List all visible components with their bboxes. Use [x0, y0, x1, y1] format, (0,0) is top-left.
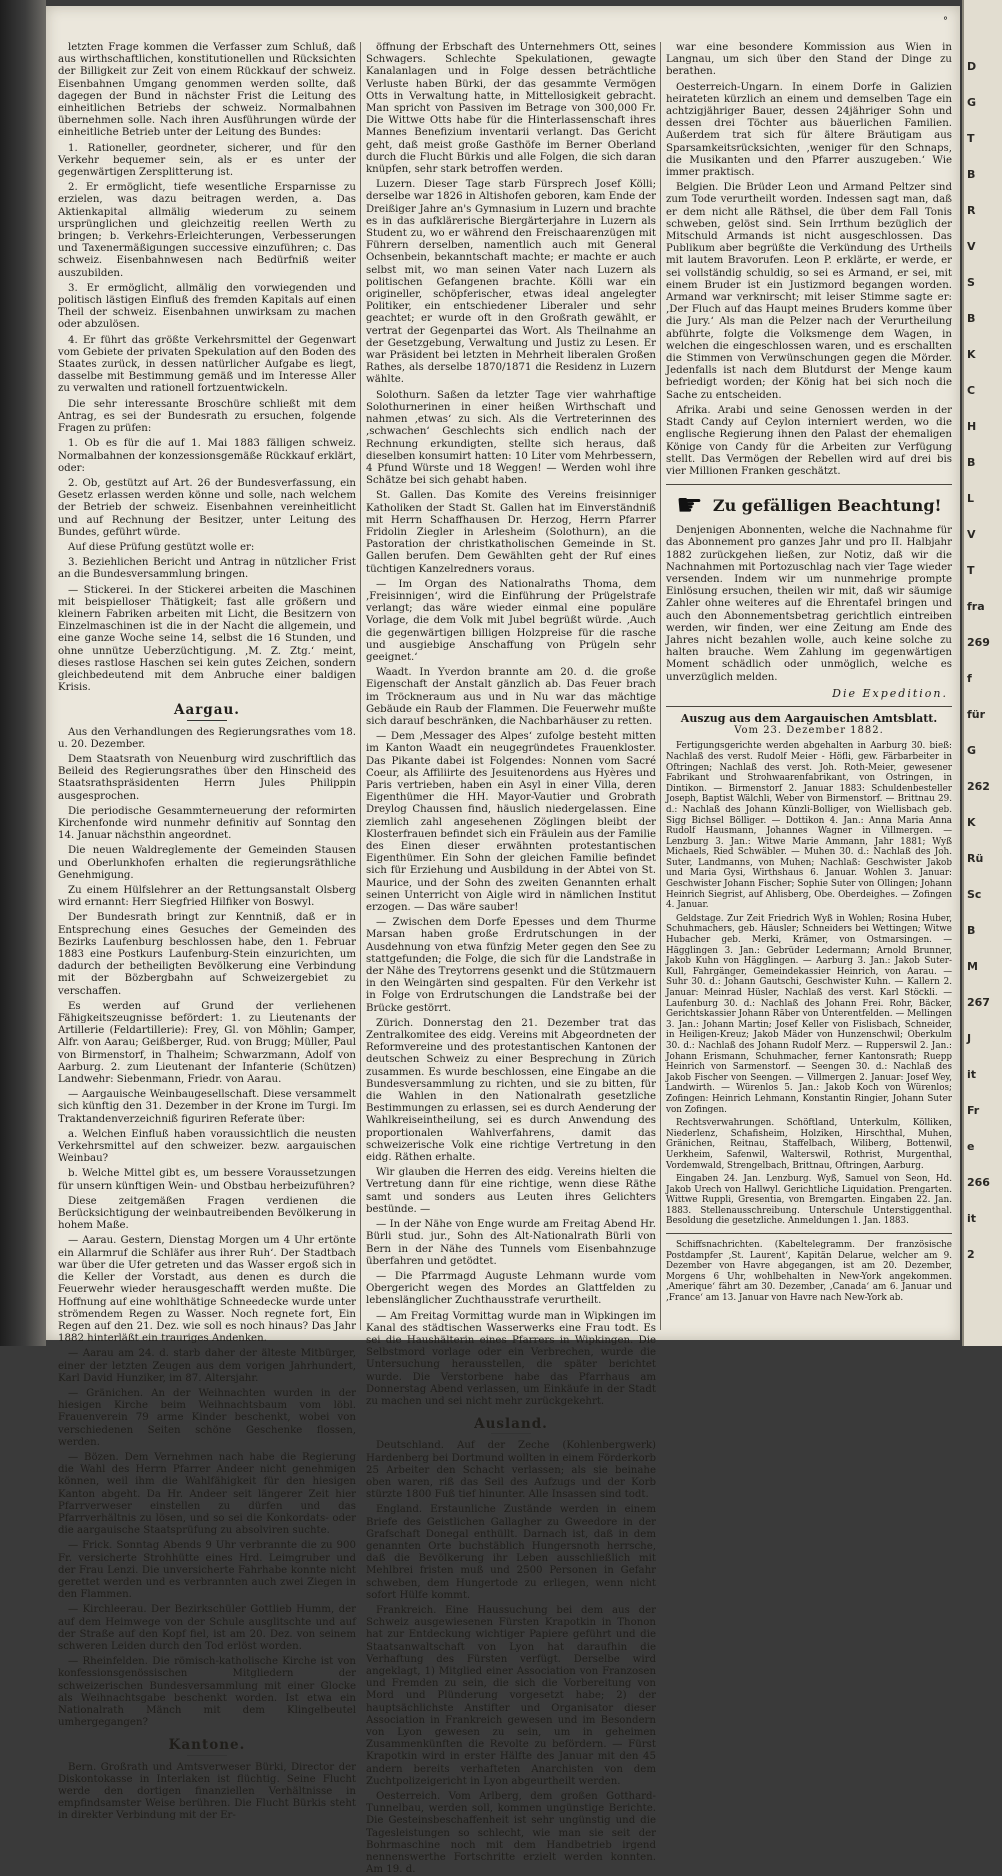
paragraph: Auf diese Prüfung gestützt wolle er:	[68, 541, 255, 553]
paragraph: — Aargauische Weinbaugesellschaft. Diese versammelt sich künftig den 31. Dezember in der Krone im Turgi. Im Traktandenverzeichniß figuriren Referate über:	[58, 1089, 356, 1125]
adjacent-page-fragment: G	[967, 744, 977, 757]
paragraph: 3. Beziehlichen Bericht und Antrag in nützlicher Frist an die Bundesversammlung bringen.	[58, 557, 356, 581]
adjacent-page-fragment: Fr	[967, 1104, 980, 1117]
column-2	[366, 42, 656, 1876]
amtsblatt-entry: Eingaben 24. Jan. Lenzburg. Wyß, Samuel von Seon, Hd. Jakob Urech von Hallwyl. Gerichtliche Liquidation. Prengarten. Wittwe Ruppli, Gresentia, von Bremgarten. Eingaben 22. Jan. 1883. Stellenausschreibung. Unterschule Unterstiggenthal. Besoldung die gesetzliche. Anmeldungen 1. Jan. 1883.	[666, 1174, 952, 1227]
paragraph: Luzern. Dieser Tage starb Fürsprech Josef Kölli; derselbe war 1826 in Altishofen geboren, kam Ende der Dreißiger Jahre an's Gymnasium in Luzern und brachte es in das aufklärerische Biergärterjahre in Luzern als Student zu, wo er während den Freischaarenzügen mit Führern derselben, namentlich auch mit General Ochsenbein, bekanntschaft machte; er machte er auch selbst mit, wo man seinen Vater nach Luzern als politischen Gefangenen brachte. Kölli war ein origineller, schöpferischer, etwas ideal angelegter Politiker, ein entschiedener Liberaler und sehr geachtet; er wurde oft in den Großrath gewählt, er vertrat der Gegenpartei das Wort. Als Theilnahme an der Gesetzgebung, Verwaltung und Justiz zu Lesen. Er war Präsident bei letzten in Mehrheit liberalen Großen Rathes, als derselbe 1870/1871 die Residenz in Luzern wählte.	[366, 179, 656, 386]
adjacent-page-fragment: fra	[967, 600, 985, 613]
paragraph: Der Bundesrath bringt zur Kenntniß, daß er in Entsprechung eines Gesuches der Gemeinden des Bezirks Laufenburg beschlossen habe, den 1. Februar 1883 eine Postkurs Laufenburg-Stein einzurichten, um dadurch der betheiligten Bevölkerung eine Verbindung mit der Bözbergbahn auf Schweizergebiet zu verschaffen.	[58, 912, 356, 997]
paragraph: Oesterreich. Vom Arlberg, dem großen Gotthard-Tunnelbau, werden soll, kommen ungünstige Berichte. Die Gesteinsbeschaffenheit ist sehr ungünstig und die Tagesleistungen so schlecht, wie man sie seit der Bohrmaschine noch mit dem Handbetrieb irgend nennenswerthe Fortschritte erzielt werden konnten. Am 19. d.	[366, 1791, 656, 1876]
paragraph: Die neuen Waldreglemente der Gemeinden Stausen und Oberlunkhofen erhalten die regierungsräthliche Genehmigung.	[58, 845, 356, 881]
paragraph: 1. Rationeller, geordneter, sicherer, und für den Verkehr bequemer sein, als er es unter der gegenwärtigen Zersplitterung ist.	[58, 142, 356, 179]
adjacent-page-fragment: C	[967, 384, 976, 397]
adjacent-page-fragment: R	[967, 204, 976, 217]
column-1	[58, 42, 356, 1822]
adjacent-page-fragment: J	[967, 1032, 972, 1045]
adjacent-page-fragment: B	[967, 312, 976, 325]
paragraph: — Aarau am 24. d. starb daher der älteste Mitbürger, einer der letzten Zeugen aus dem vorigen Jahrhundert, Karl David Hunziker, im 87. Altersjahr.	[58, 1348, 356, 1384]
column-2-paragraphs	[366, 42, 656, 1408]
ausland-paragraphs	[366, 1440, 656, 1876]
adjacent-page-fragment: V	[967, 240, 976, 253]
paragraph: — In der Nähe von Enge wurde am Freitag Abend Hr. Bürli stud. jur., Sohn des Alt-Nationalrath Bürli von Bern in der Nähe des Tunnels vom Eisenbahnzuge überfahren und getödtet.	[366, 1219, 656, 1267]
paragraph: England. Erstaunliche Zustände werden in einem Briefe des Geistlichen Gallagher zu Gweedore in der Grafschaft Donegal enthüllt. Darnach ist, daß in dem genannten Orte buchstäblich Hungersnoth herrsche, daß die Bevölkerung ihr Leben ausschließlich mit Mehlbrei fristen muß und 2500 Personen in Gefahr schweben, dem Hungertode zu erliegen, wenn nicht sofort Hülfe kommt.	[366, 1504, 656, 1601]
paragraph: 4. Er führt das größte Verkehrsmittel der Gegenwart vom Gebiete der privaten Spekulation auf den Boden des Staates zurück, in dessen natürlicher Aufgabe es liegt, dasselbe mit Bestimmung gemäß und im Interesse Aller zu verwalten und rationell fortzuentwickeln.	[58, 334, 356, 395]
amtsblatt-entry: Fertigungsgerichte werden abgehalten in Aarburg 30. bieß: Nachlaß des verst. Rudolf Meier - Höfli, gew. Färbarbeiter in Oftringen; Nachlaß des verst. Joh. Roth-Meier, gewesener Fabrikant und Strohwaarenfabrikant, von Ostringen, in Dintikon. — Birmenstorf 2. Januar 1883: Schuldenbesteller Joseph, Baptist Wälchli, Weber von Birmenstorf. — Brittnau 29. d.: Nachlaß des Johann Künzli-Bolliger, von Wiellisbach geb. Sigg Bichsel Bölliger. — Dottikon 4. Jan.: Anna Maria Anna Rudolf Hausmann, Johannes Wagner in Villmergen. — Lenzburg 3. Jan.: Witwe Marie Ammann, Jahr 1881; Wyß Michaels, Ried Schwäbler. — Muhen 30. d.: Nachlaß des Joh. Suter, Landmanns, von Muhen; Nachlaß: Geschwister Jakob und Maria Gysi, Wirthshaus 6. Januar. Wohlen 3. Januar: Geschwister Johann Fischer; Sophie Suter von Ollingen; Johann Heinrich Siegrist, auf Ahlisberg, Obe. Oberdeighes. — Zofingen 4. Januar.	[666, 741, 952, 911]
kantone-paragraphs	[58, 1762, 356, 1823]
paragraph: — Stickerei. In der Stickerei arbeiten die Maschinen mit beispielloser Thätigkeit; fast alle größern und kleinern Fabriken arbeiten mit Licht, die Besitzern von Einzelmaschinen ist die in der Nacht die allgemein, und eine ganze Woche seine 14, selbst die 16 Stunden, und ohne unnütze Ueberzüchtigung. ‚M. Z. Ztg.‘ meint, dieses rastlose Haschen sei kein gutes Zeichen, sondern gleichbedeutend mit dem Anbruche einer baldigen Krisis.	[58, 584, 356, 694]
notice-title: Zu gefälligen Beachtung!	[712, 496, 942, 515]
paragraph: 1. Ob es für die auf 1. Mai 1883 fälligen schweiz. Normalbahnen der konzessionsgemäße Rückkauf erklärt, oder:	[58, 438, 356, 474]
paragraph: Frankreich. Eine Haussuchung bei dem aus der Schweiz ausgewiesenen Fürsten Krapotkin in Thonon hat zur Entdeckung wichtiger Papiere geführt und die Staatsanwaltschaft von Lyon hat daraufhin die Verhaftung des Fürsten verfügt. Derselbe wird angeklagt, 1) Mitglied einer Association von Franzosen und Fremden zu sein, die sich die Vorbereitung von Mord und Plünderung vorgesetzt habe; 2) der hauptsächlichste Anstifter und Organisator dieser Association in Frankreich gewesen und im Besondern von Lyon gewesen zu sein, um in geheimen Zusammenkünften die Revolte zu befördern. — Fürst Krapotkin wird in erster Hälfte des Januar mit den 45 andern bereits verhafteten Anarchisten von dem Zuchtpolizeigericht in Lyon abgeurtheilt werden.	[366, 1604, 656, 1787]
paragraph: — Rheinfelden. Die römisch-katholische Kirche ist von konfessionsgenössischen Mitgliedern der schweizerischen Bundesversammlung mit einer Glocke als Weihnachtsgabe beschenkt worden. Ist etwa ein Nationalrath Mänch mit dem Klingelbeutel umhergegangen?	[58, 1656, 356, 1729]
paragraph: Wir glauben die Herren des eidg. Vereins hielten die Vertretung dann für eine richtige, wenn diese Räthe samt und sonders aus Leuten ihres Gelichters bestünde. —	[366, 1167, 656, 1215]
paragraph: a. Welchen Einfluß haben voraussichtlich die neusten Verkehrsmittel auf den schweizer. bezw. aargauischen Weinbau?	[58, 1128, 356, 1165]
paragraph: — Dem ‚Messager des Alpes‘ zufolge besteht mitten im Kanton Waadt ein neugegründetes Frauenkloster. Das Pikante dabei ist Folgendes: Nonnen vom Sacré Coeur, als Affiliirte des Jesuitenordens aus Hyères und Paris vertrieben, haben ein Asyl in einer Villa, deren Eigenthümer die HH. Mayor-Vautier und Grobrath Dreylog Chaussen find, häuslich niedergelassen. Eine ziemlich zahl angesehenen Zöglingen bleibt der Klosterfrauen befindet sich ein Fräulein aus der Familie des Einen dieser erwähnten protestantischen Eigenthümer. Ein Sohn der gleichen Familie befindet sich für Erziehung und Ausbildung in der Abtei von St. Maurice, und der Sohn des zweiten Genannten erhalt seinen Unterricht von Aigle wird in nämlichen Institut erzogen. — Das wäre sauber!	[366, 731, 656, 914]
adjacent-page-fragment: G	[967, 96, 977, 109]
adjacent-page-fragment: e	[967, 1140, 975, 1153]
adjacent-page-fragment: L	[967, 492, 975, 505]
paragraph: Solothurn. Saßen da letzter Tage vier wahrhaftige Solothurnerinen in einer heißen Wirthschaft und nahmen ‚etwas‘ zu sich. Als die Vertreterinnen des ‚schwachen‘ Geschlechts sich endlich nach der Rechnung erkundigten, stellte sich heraus, daß dieselben konsumirt hatten: 10 Liter vom Mehrbessern, 4 Pfund Würste und 18 Weggen! — Werden wohl ihre Schätze bei sich gehabt haben.	[366, 389, 656, 487]
adjacent-page-fragment: T	[967, 564, 975, 577]
paragraph: Oesterreich-Ungarn. In einem Dorfe in Galizien heirateten kürzlich an einem und demselben Tage ein achtzigjähriger Bauer, dessen 24jähriger Sohn und dessen drei Töchter aus bäuerlichen Familien. Außerdem trat sich für ältere Bräutigam aus Sparsamkeitsrücksichten, ‚weniger für den Schnaps, die Musikanten und den Pfarrer auszugeben.‘ Wie immer praktisch.	[666, 81, 952, 179]
paragraph: Dem Staatsrath von Neuenburg wird zuschriftlich das Beileid des Regierungsrathes über den Hinscheid des Staatsrathspräsidenten Herrn Jules Philippin ausgesprochen.	[58, 753, 356, 802]
adjacent-page-fragment: Rü	[967, 852, 984, 865]
paragraph: — Frick. Sonntag Abends 9 Uhr verbrannte die zu 900 Fr. versicherte Strohhütte eines Hrd. Leimgruber und der Frau Lenzi. Die unversicherte Fahrhabe konnte nicht gerettet werden und es verbrannten auch zwei Ziegen in den Flammen.	[58, 1540, 356, 1601]
shipping-news: Schiffsnachrichten. (Kabeltelegramm. Der französische Postdampfer ‚St. Laurent‘, Kapitän Delarue, welcher am 9. Dezember von Havre abgegangen, ist am 20. Dezember, Morgens 6 Uhr, wohlbehalten in New-York angekommen. ‚Amerique‘ fährt am 30. Dezember, ‚Canada‘ am 6. Januar und ‚France‘ am 13. Januar von Havre nach New-York ab.	[666, 1240, 952, 1304]
paragraph: letzten Frage kommen die Verfasser zum Schluß, daß aus wirthschaftlichen, konstitutionellen und Rücksichten der Billigkeit zur Zeit von einem Rückkauf der schweiz. Eisenbahnen Umgang genommen werden sollte, daß dagegen der Bund in nächster Frist die Leitung des einheitlichen Betriebs der schweiz. Normalbahnen übernehmen solle. Nach ihren Ausführungen würde der einheitliche Betrieb unter der Leitung des Bundes:	[58, 42, 356, 139]
adjacent-page-fragment: f	[967, 672, 972, 685]
column-rule	[360, 42, 361, 1330]
adjacent-page-edge	[962, 0, 1002, 1346]
adjacent-page-fragment: T	[967, 132, 975, 145]
newspaper-page	[46, 6, 960, 1876]
paragraph: Bern. Großrath und Amtsverweser Bürki, Director der Diskontokasse in Interlaken ist flüchtig. Seine Flucht werde den dortigen finanziellen Verhältnisse in empfindsamster Weise berühren. Die Flucht Bürkis steht in direkter Verbindung mit der Er-	[58, 1761, 356, 1822]
paragraph: war eine besondere Kommission aus Wien in Langnau, um sich über den Stand der Dinge zu berathen.	[666, 42, 952, 78]
adjacent-page-fragment: Sc	[967, 888, 982, 901]
adjacent-page-fragment: B	[967, 168, 976, 181]
paragraph: — Bözen. Dem Vernehmen nach habe die Regierung die Wahl des Herrn Pfarrer Andeer nicht genehmigen können, weil ihm die Wahlfähigkeit für den hiesigen Kanton abgeht. Da Hr. Andeer seit längerer Zeit hier Pfarrverweser einstellen zu dürfen und das Pfarrverhältnis zu lösen, und so sei die Konkordats- oder die aargauische Staatsprüfung zu absolviren suchte.	[58, 1451, 356, 1537]
adjacent-page-fragment: 266	[967, 1176, 990, 1189]
paragraph: — Gränichen. An der Weihnachten wurden in der hiesigen Kirche beim Weihnachtsbaum vom löbl. Frauenverein 79 arme Kinder beschenkt, wobei von verschiedenen Seiten schöne Geschenke flossen, werden.	[58, 1387, 356, 1448]
paragraph: öffnung der Erbschaft des Unternehmers Ott, seines Schwagers. Schlechte Spekulationen, gewagte Kanalanlagen und in Folge dessen beträchtliche Verluste haben Bürki, der das gesammte Vermögen Otts in Verwaltung hatte, in Mittellosigkeit gebracht. Man spricht von Passiven im Betrage von 300,000 Fr. Die Wittwe Otts habe für die Hinterlassenschaft ihres Mannes Benefizium inventarii verlangt. Das Gericht geht, daß meist große Gasthöfe im Berner Oberland durch die Flucht Bürkis und alle Folgen, die sich daran knüpfen, sehr stark betroffen werden.	[366, 42, 656, 176]
divider	[666, 484, 952, 485]
section-heading-kantone: Kantone.	[58, 1739, 356, 1755]
paragraph: — Aarau. Gestern, Dienstag Morgen um 4 Uhr ertönte ein Allarmruf die Schläfer aus ihrer Ruh‘. Der Stadtbach war über die Ufer getreten und das Wasser ergoß sich in die Keller der Vorstadt, aus denen es durch die Feuerwehr wieder herausgeschafft werden mußte. Die Hoffnung auf eine wohlthätige Schneedecke wurde unter strömendem Regen zu Wasser. Noch regnete fort, Ein Regen auf den 21. Dez. wie soll es noch hinaus? Das Jahr 1882 hinterläßt ein trauriges Andenken.	[58, 1235, 356, 1345]
adjacent-page-fragment: 2	[967, 1248, 975, 1261]
adjacent-page-fragment: it	[967, 1212, 977, 1225]
adjacent-page-fragment: 269	[967, 636, 990, 649]
amtsblatt-date: Vom 23. Dezember 1882.	[734, 725, 884, 737]
paragraph: 3. Er ermöglicht, allmälig den vorwiegenden und politisch lästigen Einfluß des fremden Kapitals auf einen Theil der schweiz. Eisenbahnen unwirksam zu machen oder abzulösen.	[58, 282, 356, 331]
paragraph: Es werden auf Grund der verliehenen Fähigkeitszeugnisse befördert: 1. zu Lieutenants der Artillerie (Feldartillerie): Frey, Gl. von Möhlin; Gamper, Alfr. von Aarau; Geißberger, Rud. von Brugg; Müller, Paul von Birmenstorf, in Thalheim; Schwarzmann, Adolf von Aarburg. 2. zum Lieutenant der Infanterie (Schützen) Landwehr: Siebenmann, Friedr. von Aarau.	[58, 1000, 356, 1086]
adjacent-page-fragment: B	[967, 456, 976, 469]
scan-dark-margin	[0, 0, 46, 1346]
paragraph: 2. Ob, gestützt auf Art. 26 der Bundesverfassung, ein Gesetz erlassen werden könne und solle, nach welchem der Betrieb der schweiz. Eisenbahnen vereinheitlicht und auf Rechnung der Besitzer, unter Leitung des Bundes, geführt würde.	[58, 477, 356, 538]
adjacent-page-fragment: V	[967, 528, 976, 541]
amtsblatt-entry: Geldstage. Zur Zeit Friedrich Wyß in Wohlen; Rosina Huber, Schuhmachers, geb. Häusler; Schneiders bei Wettingen; Witwe Hubacher geb. Merki, Krämer, von Ostmarsingen. — Hägglingen 3. Jan.: Gebrüder Ledermann; Arnold Brunner, Jakob Kuhn von Hägglingen. — Aarburg 3. Jan.: Jakob Suter-Kull, Fahrgänger, Gemeindekassier Heinrich, von Aarau. — Suhr 30. d.: Johann Gautschi, Geschwister Kuhn. — Kallern 2. Januar: Meinrad Hüsler, Nachlaß des verst. Karl Stöckli. — Laufenburg 30. d.: Nachlaß des Johann Frei. Rohr, Bäcker, Gerichtskassier Johann Räber von Unterentfelden. — Mellingen 3. Jan.: Johann Martin; Josef Keller von Fislisbach, Schneider, in Heiligen-Kreuz; Jakob Mäder von Hunzenschwil; Oberkulm 30. d.: Nachlaß des Johann Rudolf Merz. — Rupperswil 2. Jan.: Johann Erismann, Schuhmacher, ferner Kantonsrath; Ruepp Heinrich von Sarmenstorf. — Seengen 30. d.: Nachlaß des Jakob Fischer von Seengen. — Villmergen 2. Januar: Josef Wey, Landwirth. — Würenlos 5. Jan.: Jakob Koch von Würenlos; Zofingen: Heinrich Lehmann, Konstantin Ringier, Johann Suter von Zofingen.	[666, 913, 952, 1115]
column-3	[666, 42, 952, 1332]
adjacent-page-fragment: 267	[967, 996, 990, 1009]
paragraph: St. Gallen. Das Komite des Vereins freisinniger Katholiken der Stadt St. Gallen hat im Einverständniß mit Herrn Schaffhausen Dr. Herzog, Herrn Pfarrer Fridolin Ziegler in Arlesheim (Solothurn), an die Pastoration der christkatholischen Gemeinde in St. Gallen berufen. Dem Gewählten geht der Ruf eines tüchtigen Kanzelredners voraus.	[366, 490, 656, 575]
column-rule	[660, 42, 661, 1330]
paragraph: Aus den Verhandlungen des Regierungsrathes vom 18. u. 20. Dezember.	[58, 726, 356, 750]
column-1-paragraphs	[58, 42, 356, 694]
page-corner-mark: °	[943, 16, 948, 27]
adjacent-page-fragment: H	[967, 420, 977, 433]
paragraph: Deutschland. Auf der Zeche (Kohlenbergwerk) Hardenberg bei Dortmund wollten in einem Förderkorb 25 Arbeiter den Schacht verlassen; als sie beinahe oben waren, riß das Seil des Aufzugs und der Korb stürzte 1800 Fuß tief hinunter. Alle Insassen sind todt.	[366, 1440, 656, 1501]
paragraph: — Am Freitag Vormittag wurde man in Wipkingen im Kanal des städtischen Wasserwerks eine Frau todt. Es sei die Haushälterin eines Pfarrers in Wipkingen. Die Selbstmord vorlage oder ein Verbrechen, wurde die Untersuchung herausstellen, die später berichtet wurde. Die Verstorbene habe das Pfarrhaus am Donnerstag Abend verlassen, um Einkäufe in der Stadt zu machen und sei nicht mehr zurückgekehrt.	[366, 1310, 656, 1407]
adjacent-page-fragment: K	[967, 348, 976, 361]
paragraph: — Im Organ des Nationalraths Thoma, dem ‚Freisinnigen‘, wird die Einführung der Prügelstrafe verlangt; das wäre wieder einmal eine populäre Vorlage, die dem Volk mit Jubel begrüßt würde. ‚Auch die gegenwärtigen billigen Holzpreise für die rasche und ausgiebige Anschaffung von Prügeln sehr geeignet.‘	[366, 578, 656, 663]
amtsblatt-title: Auszug aus dem Aargauischen Amtsblatt.	[680, 711, 938, 725]
adjacent-page-fragment: S	[967, 276, 975, 289]
paragraph: Zu einem Hülfslehrer an der Rettungsanstalt Olsberg wird ernannt: Herr Siegfried Hilfiker von Boswyl.	[58, 885, 356, 909]
paragraph: Die sehr interessante Broschüre schließt mit dem Antrag, es sei der Bundesrath zu ersuchen, folgende Fragen zu prüfen:	[58, 398, 356, 435]
paragraph: Die periodische Gesammterneuerung der reformirten Kirchenfonde wird nunmehr definitiv auf Sonntag den 14. Januar nächsthin angeordnet.	[58, 805, 356, 842]
paragraph: Belgien. Die Brüder Leon und Armand Peltzer sind zum Tode verurtheilt worden. Indessen sagt man, daß er dem nicht alle Räthsel, die über dem Fall Tonis schweben, gelöst sind. Sein Irrthum bezüglich der Mitschuld Armands ist nicht ausgeschlossen. Das Publikum aber begrüßte die Verkündung des Urtheils mit lautem Bravorufen. Leon P. erklärte, er werde, er sei vollständig schuldig, so sei es Armand, er sei, mit einem Bruder ist ein Justizmord begangen worden. Armand war verknirscht; mit leiser Stimme sagte er: ‚Der Fluch auf das Haupt meines Bruders komme über die Jury.‘ Als man die Pelzer nach der Verurtheilung abführte, folgte die Volksmenge dem Wagen, in welchen die eingeschlossen waren, und es erschallten die Stimmen von Verwünschungen gegen die Mörder. Jedenfalls ist nach dem Blutdurst der Menge kaum befriedigt worden; der König hat bei sich noch die Sache zu entscheiden.	[666, 182, 952, 401]
section-heading-ausland: Ausland.	[366, 1418, 656, 1434]
amtsblatt-entry: Rechtsverwahrungen. Schöftland, Unterkulm, Kölliken, Niederlenz, Schafisheim, Holziken, Hirschthal, Muhen, Gränichen, Reitnau, Staffelbach, Wiliberg, Bottenwil, Uerkheim, Safenwil, Walterswil, Rothrist, Murgenthal, Vordemwald, Strengelbach, Brittnau, Oftringen, Aarburg.	[666, 1118, 952, 1171]
adjacent-page-fragment: B	[967, 924, 976, 937]
pointing-hand-icon: ☛	[676, 488, 703, 524]
adjacent-page-fragment: für	[967, 708, 986, 721]
paragraph: — Die Pfarrmagd Auguste Lehmann wurde vom Obergericht wegen des Mordes an Glattfelden zu lebenslänglicher Zuchthausstrafe verurtheilt.	[366, 1270, 656, 1307]
divider	[666, 1233, 952, 1234]
aargau-paragraphs	[58, 727, 356, 1730]
notice-text: Denjenigen Abonnenten, welche die Nachnahme für das Abonnement pro ganzes Jahr und pro II. Halbjahr 1882 zurückgehen ließen, zur Notiz, daß wir die Nachnahmen mit Portozuschlag nach vier Tage wieder versenden. Indem wir um nunmehrige prompte Einlösung ersuchen, theilen wir mit, daß wir säumige Zahler ohne weiteres auf die Ehrentafel bringen und auch den Abonnementsbetrag gerichtlich eintreiben werden, wir finden, wer eine Zeitung am Ende des Jahres nicht bezahlen wolle, auch keine solche zu halten brauche. Wem Zahlung im gegenwärtigen Moment schädlich oder unmöglich, welche es unverzüglich melden.	[666, 525, 952, 683]
adjacent-page-fragment: M	[967, 960, 978, 973]
adjacent-page-fragment: D	[967, 60, 977, 73]
notice-heading	[676, 488, 952, 524]
paragraph: Zürich. Donnerstag den 21. Dezember trat das Zentralkomitee des eidg. Vereins mit Abgeordneten der Reformvereine und des protestantischen Kantonen der deutschen Schweiz zu einer Besprechung in Zürich zusammen. Es wurde beschlossen, eine Eingabe an die Bundesversammlung zu richten, und sie zu bitten, für die Wahlen in den Nationalrath gesetzliche Bestimmungen zu erlassen, sei es durch Aenderung der Wahlkreiseintheilung, sei es durch Anwendung des proportionalen Wahlverfahrens, damit das schweizerische Volk eine richtige Vertretung in den eidg. Räthen erhalte.	[366, 1017, 656, 1164]
paragraph: 2. Er ermöglicht, tiefe wesentliche Ersparnisse zu erzielen, was dazu beitragen werden, a. Das Aktienkapital allmälig wiederum zu seinem ursprünglichen und gleichzeitig reellen Werth zu bringen; b. Verkehrs-Erleichterungen, Verbesserungen und Taxenermäßigungen successive einzuführen; c. Das schweiz. Eisenbahnwesen nach Bedürfniß weiter auszubilden.	[58, 182, 356, 279]
paragraph: Waadt. In Yverdon brannte am 20. d. die große Eigenschaft der Anstalt gänzlich ab. Das Feuer brach im Tröckneraum aus und in Nu war das mächtige Gebäude ein Raub der Flammen. Die Feuerwehr mußte sich darauf beschränken, die Nachbarhäuser zu retten.	[366, 667, 656, 727]
divider	[666, 706, 952, 707]
paragraph: — Kirchleerau. Der Bezirkschüler Gottlieb Humm, der auf dem Heimwege von der Schule ausglitschte und auf der Straße auf den Kopf fiel, ist am 20. Dez. von seinem schweren Leiden durch den Tod erlöst worden.	[58, 1604, 356, 1652]
amtsblatt-entries	[666, 741, 952, 1227]
adjacent-page-fragment: 262	[967, 780, 990, 793]
adjacent-page-fragment: K	[967, 816, 976, 829]
paragraph: Afrika. Arabi und seine Genossen werden in der Stadt Candy auf Ceylon interniert werden, wo die englische Regierung ihnen den Palast der ehemaligen Könige von Candy für die Arbeiten zur Verfügung stellt. Das Vermögen der Rebellen wird auf drei bis vier Millionen Franken geschätzt.	[666, 404, 952, 477]
paragraph: Diese zeitgemäßen Fragen verdienen die Berücksichtigung der weinbautreibenden Bevölkerung in hohem Maße.	[58, 1195, 356, 1232]
paragraph: — Zwischen dem Dorfe Epesses und dem Thurme Marsan haben große Erdrutschungen in der Ausdehnung von etwa fünfzig Meter gegen den See zu stattgefunden; die Folge, die sich für die Landstraße in der Nähe des Treytorrens gesenkt und die Stützmauern in den Weingärten sind gespalten. Für den Verkehr ist in Folge von Erdrutschungen die Landstraße bei der Brücke gestörrt.	[366, 917, 656, 1014]
adjacent-page-fragment: it	[967, 1068, 977, 1081]
column-3-paragraphs	[666, 42, 952, 478]
notice-signature: Die Expedition.	[832, 686, 948, 700]
paragraph: b. Welche Mittel gibt es, um bessere Voraussetzungen für unsern künftigen Wein- und Obstbau herbeizuführen?	[58, 1168, 356, 1192]
section-heading-aargau: Aargau.	[58, 704, 356, 720]
